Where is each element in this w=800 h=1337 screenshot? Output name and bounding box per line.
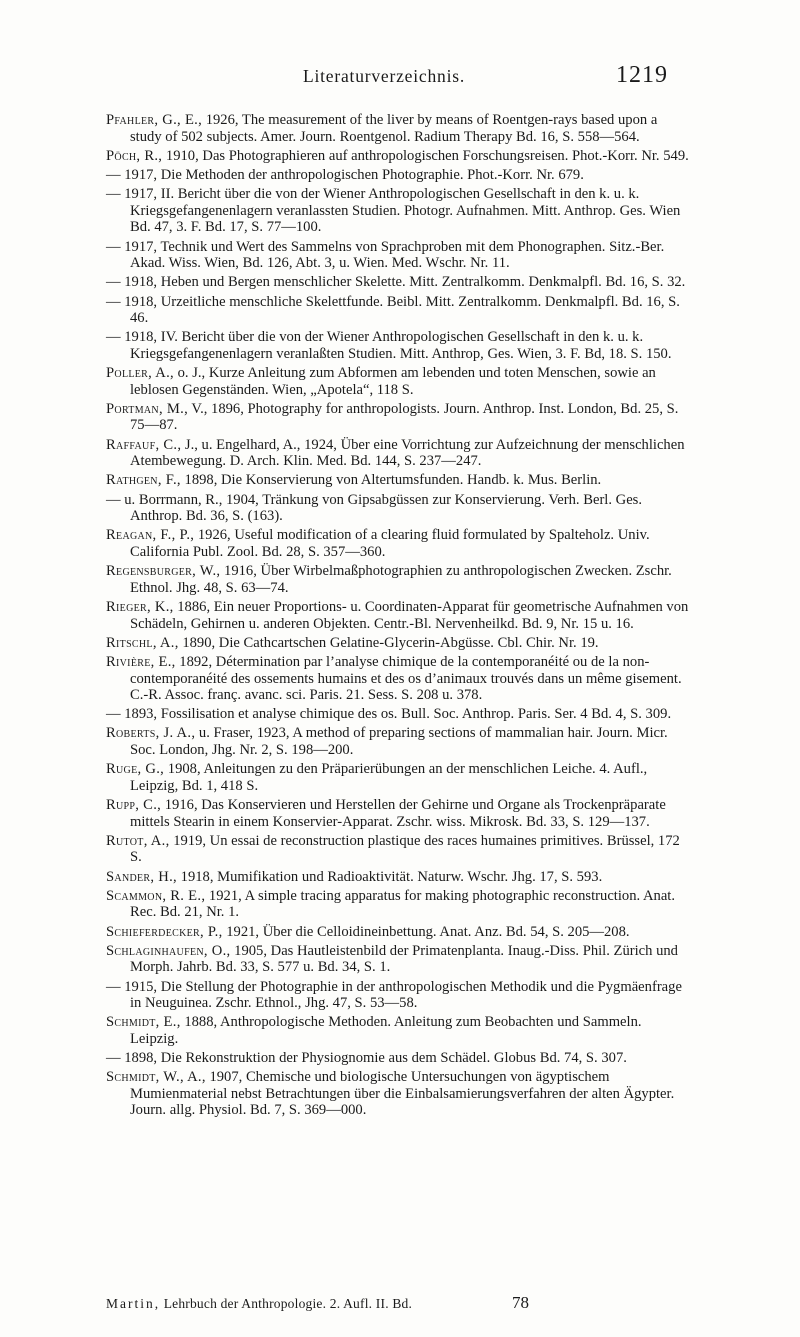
entry-text: 1890, Die Cathcartschen Gelatine-Glycerin-Abgüsse. Cbl. Chir. Nr. 19. [178, 634, 599, 651]
bibliography-entry [106, 365, 690, 398]
entry-author: Sander, H., [106, 868, 177, 885]
footer-imprint [106, 1296, 412, 1311]
bibliography-entry [106, 833, 690, 866]
bibliography-entry [106, 943, 690, 976]
entry-text: 1886, Ein neuer Proportions- u. Coordinaten-Apparat für geometrische Aufnahmen von Schädeln, Gehirnen u. anderen Objekten. Centr.-Bl. Nervenheilkd. Bd. 9, Nr. 15 u. 16. [130, 598, 689, 632]
entry-author: Pöch, R., [106, 147, 163, 164]
entry-text: — 1893, Fossilisation et analyse chimique des os. Bull. Soc. Anthrop. Paris. Ser. 4 Bd. 4, S. 309. [106, 706, 672, 723]
bibliography-entry [106, 401, 690, 434]
entry-author: Roberts, J. A., [106, 725, 196, 742]
bibliography-entry [106, 924, 690, 941]
entry-author: Schmidt, W., A., [106, 1069, 206, 1086]
entry-text: — 1917, Die Methoden der anthropologischen Photographie. Phot.-Korr. Nr. 679. [106, 166, 584, 183]
entry-text: — u. Borrmann, R., 1904, Tränkung von Gipsabgüssen zur Konservierung. Verh. Berl. Ges. Anthrop. Bd. 36, S. (163). [106, 491, 642, 525]
bibliography-entry [106, 725, 690, 758]
entry-text: 1898, Die Konservierung von Altertumsfunden. Handb. k. Mus. Berlin. [180, 472, 602, 489]
entry-text: o. J., Kurze Anleitung zum Abformen am lebenden und toten Menschen, sowie an leblosen Gegenständen. Wien, „Apotela“, 118 S. [130, 365, 656, 398]
entry-author: Portman, M., [106, 400, 189, 417]
entry-text: 1907, Chemische und biologische Untersuchungen von ägyptischem Mumienmaterial nebst Betrachtungen über die Einbalsamierungsverfahren der alten Ägypter. Journ. allg. Physiol. Bd. 7, S. 369—000. [130, 1069, 675, 1119]
page-number: 1219 [616, 62, 668, 88]
bibliography-entry [106, 492, 690, 525]
entry-author: Ritschl, A., [106, 634, 179, 651]
entry-author: Schmidt, E., [106, 1014, 181, 1031]
entry-author: Reagan, F., P., [106, 527, 195, 544]
entry-author: Rupp, C., [106, 797, 162, 814]
bibliography-entry [106, 1050, 690, 1067]
bibliography-entry [106, 274, 690, 291]
page-footer [106, 1293, 690, 1312]
bibliography-entry [106, 797, 690, 830]
entry-text: — 1918, Heben und Bergen menschlicher Skelette. Mitt. Zentralkomm. Denkmalpfl. Bd. 16, S. 32. [106, 274, 686, 291]
entry-author: Poller, A., [106, 365, 174, 382]
bibliography-entry [106, 112, 690, 145]
bibliography-entry [106, 635, 690, 652]
entry-author: Pfahler, G., E., [106, 112, 203, 128]
entry-author: Rieger, K., [106, 598, 174, 615]
bibliography-entry [106, 1069, 690, 1119]
bibliography-entry [106, 888, 690, 921]
bibliography-entry [106, 329, 690, 362]
entry-author: Schlaginhaufen, O., [106, 942, 231, 959]
bibliography-entry [106, 472, 690, 489]
running-header [100, 62, 668, 102]
entry-text: — 1898, Die Rekonstruktion der Physiognomie aus dem Schädel. Globus Bd. 74, S. 307. [106, 1050, 627, 1067]
entry-text: V., 1896, Photography for anthropologists. Journ. Anthrop. Inst. London, Bd. 25, S. 75—87. [130, 400, 679, 434]
bibliography-entry [106, 599, 690, 632]
entry-text: 1918, Mumifikation und Radioaktivität. Naturw. Wschr. Jhg. 17, S. 593. [177, 868, 603, 885]
entry-text: 1888, Anthropologische Methoden. Anleitung zum Beobachten und Sammeln. Leipzig. [130, 1014, 642, 1047]
running-title: Literaturverzeichnis. [302, 66, 466, 86]
bibliography-entry [106, 167, 690, 184]
footer-book-title: Lehrbuch der Anthropologie. 2. Aufl. II. Bd. [160, 1296, 413, 1311]
entry-author: Rathgen, F., [106, 472, 181, 489]
entry-author: Rutot, A., [106, 832, 170, 849]
bibliography-entry [106, 527, 690, 560]
entry-text: 1921, A simple tracing apparatus for making photographic reconstruction. Anat. Rec. Bd. 21, Nr. 1. [130, 887, 676, 921]
bibliography-entry [106, 706, 690, 723]
entry-text: — 1918, Urzeitliche menschliche Skelettfunde. Beibl. Mitt. Zentralkomm. Denkmalpfl. Bd. 16, S. 46. [106, 293, 680, 327]
bibliography-list [106, 112, 690, 1122]
entry-author: Schieferdecker, P., [106, 923, 223, 940]
entry-author: Raffauf, C., [106, 436, 182, 453]
entry-text: — 1918, IV. Bericht über die von der Wiener Anthropologischen Gesellschaft in den k. u. k. Kriegsgefangenenlagern veranlaßten Studien. Mitt. Anthrop, Ges. Wien, 3. F. Bd, 18. S. 150. [106, 329, 672, 362]
entry-text: u. Fraser, 1923, A method of preparing sections of mammalian hair. Journ. Micr. Soc. London, Jhg. Nr. 2, S. 198—200. [130, 725, 668, 759]
entry-text: 1892, Détermination par l’analyse chimique de la contemporanéité ou de la non-contemporanéité des ossements humains et des os d’animaux trouvés dans un même gisement. C.-R. Assoc. franç. avanc. sci. Paris. 21. Sess. S. 208 u. 378. [130, 653, 682, 704]
entry-author: Scammon, R. E., [106, 887, 206, 904]
bibliography-entry [106, 563, 690, 596]
entry-author: Regensburger, W., [106, 563, 221, 580]
entry-text: 1926, Useful modification of a clearing fluid formulated by Spalteholz. Univ. California Publ. Zool. Bd. 28, S. 357—360. [130, 527, 650, 560]
entry-text: — 1915, Die Stellung der Photographie in der anthropologischen Methodik und die Pygmäenfrage in Neuguinea. Zschr. Ethnol., Jhg. 47, S. 53—58. [106, 978, 682, 1012]
footer-author: Martin, [106, 1296, 161, 1311]
bibliography-entry [106, 979, 690, 1012]
bibliography-entry [106, 239, 690, 272]
entry-text: — 1917, Technik und Wert des Sammelns von Sprachproben mit dem Phonographen. Sitz.-Ber. Akad. Wiss. Wien, Bd. 126, Abt. 3, u. Wien. Med. Wschr. Nr. 11. [106, 238, 665, 272]
entry-text: 1910, Das Photographieren auf anthropologischen Forschungsreisen. Phot.-Korr. Nr. 549. [162, 147, 689, 164]
entry-text: 1916, Über Wirbelmaßphotographien zu anthropologischen Zwecken. Zschr. Ethnol. Jhg. 48, S. 63—74. [130, 563, 672, 596]
bibliography-entry [106, 1014, 690, 1047]
sheet-signature: 78 [512, 1293, 529, 1312]
bibliography-entry [106, 761, 690, 794]
bibliography-entry [106, 294, 690, 327]
entry-text: 1921, Über die Celloidineinbettung. Anat. Anz. Bd. 54, S. 205—208. [222, 923, 630, 940]
entry-text: 1919, Un essai de reconstruction plastique des races humaines primitives. Brüssel, 172 S. [130, 832, 680, 866]
bibliography-entry [106, 437, 690, 470]
entry-text: 1926, The measurement of the liver by means of Roentgen-rays based upon a study of 502 subjects. Amer. Journ. Roentgenol. Radium Therapy Bd. 16, S. 558—564. [130, 112, 658, 145]
entry-text: 1905, Das Hautleistenbild der Primatenplanta. Inaug.-Diss. Phil. Zürich und Morph. Jahrb. Bd. 33, S. 577 u. Bd. 34, S. 1. [130, 942, 678, 976]
bibliography-entry [106, 148, 690, 165]
bibliography-entry [106, 654, 690, 704]
bibliography-entry [106, 869, 690, 886]
entry-author: Rivière, E., [106, 653, 176, 670]
bibliography-entry [106, 186, 690, 236]
entry-text: — 1917, II. Bericht über die von der Wiener Anthropologischen Gesellschaft in den k. u. k. Kriegsgefangenenlagern veranlassten Studien. Photogr. Aufnahmen. Mitt. Anthrop. Ges. Wien Bd. 47, 3. F. Bd. 17, S. 77—100. [106, 186, 681, 236]
entry-text: 1908, Anleitungen zu den Präparierübungen an der menschlichen Leiche. 4. Aufl., Leipzig, Bd. 1, 418 S. [130, 761, 648, 794]
entry-text: J., u. Engelhard, A., 1924, Über eine Vorrichtung zur Aufzeichnung der menschlichen Atembewegung. D. Arch. Klin. Med. Bd. 144, S. 237—247. [130, 436, 685, 470]
entry-text: 1916, Das Konservieren und Herstellen der Gehirne und Organe als Trockenpräparate mittels Stearin in einem Konservier-Apparat. Zschr. wiss. Mikrosk. Bd. 33, S. 129—137. [130, 797, 666, 830]
entry-author: Ruge, G., [106, 761, 165, 778]
